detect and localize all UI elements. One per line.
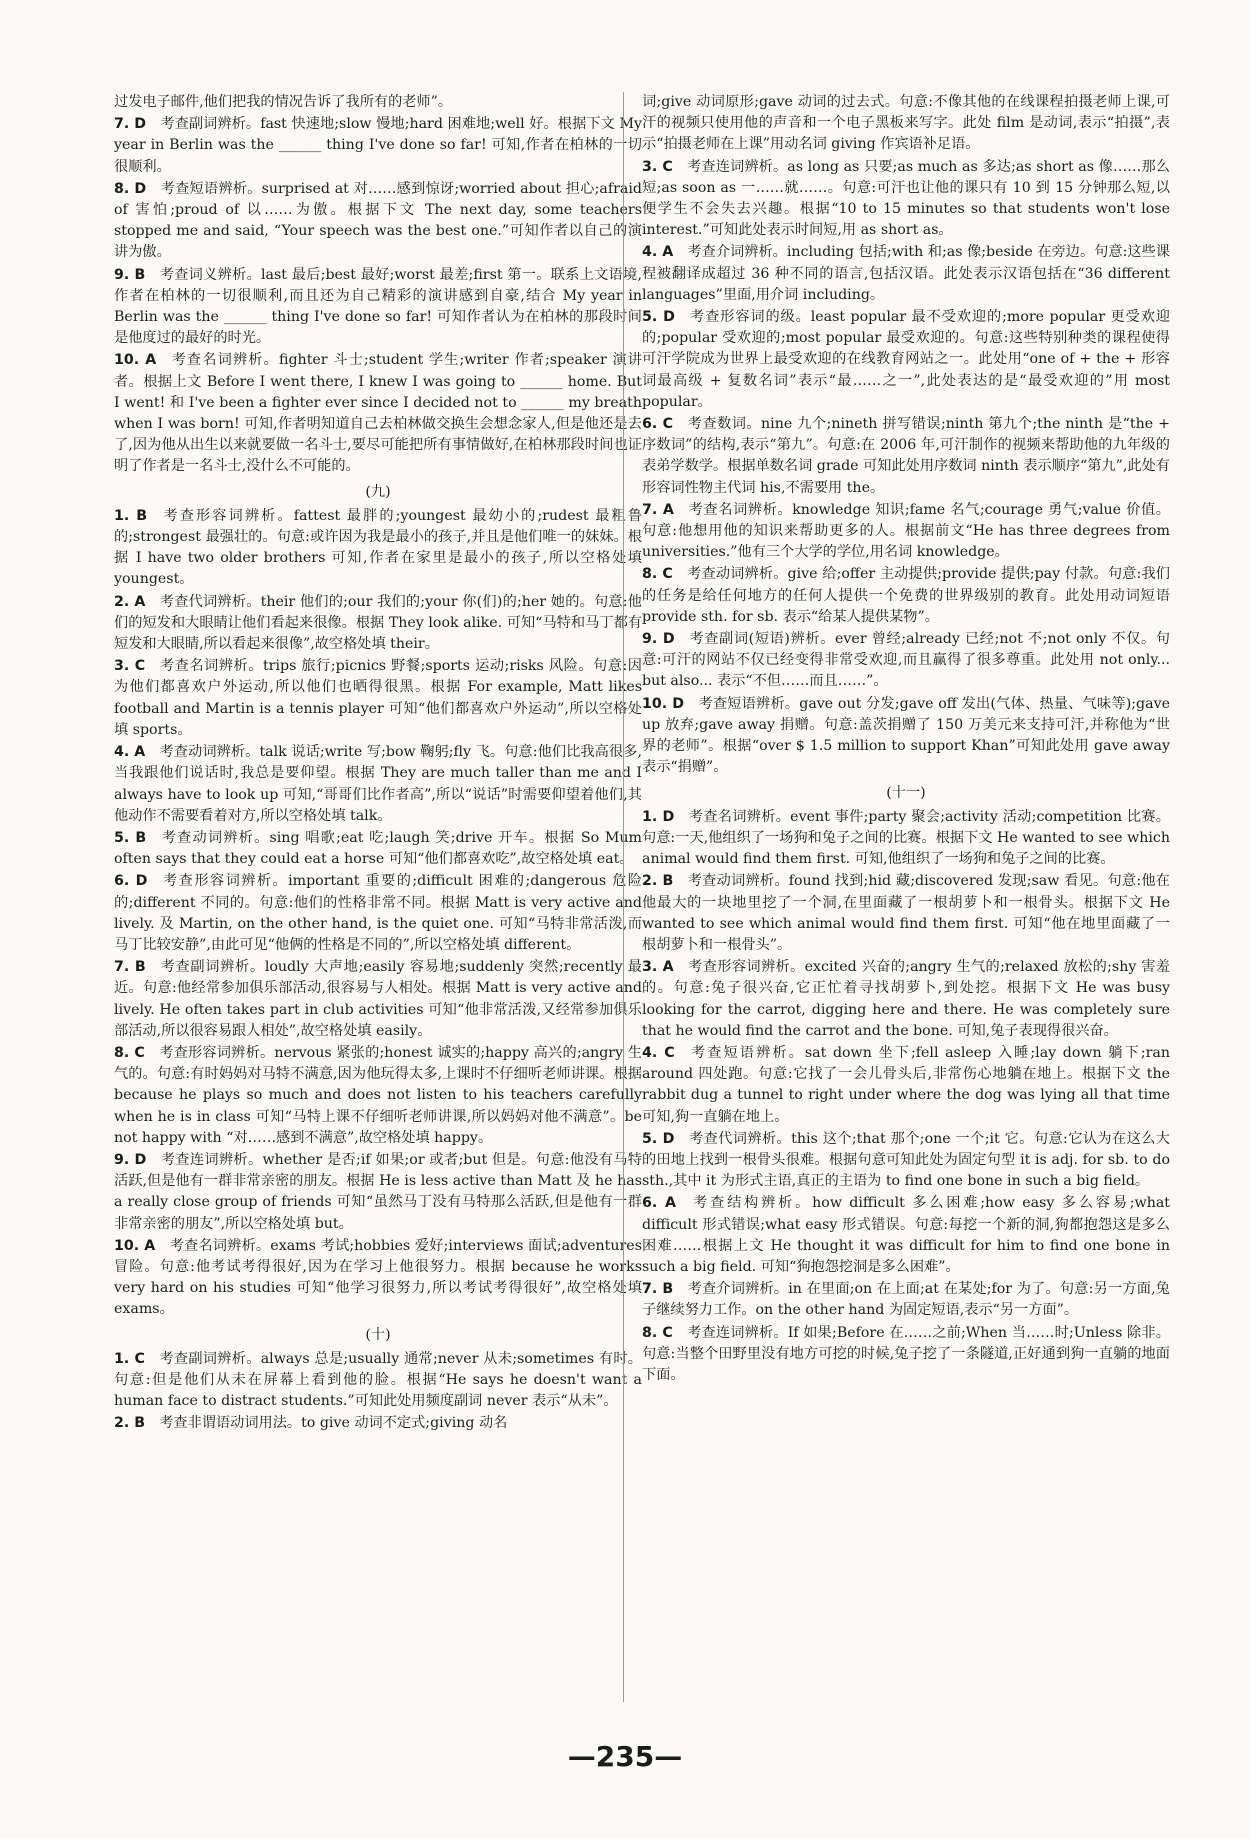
answer-explanation: 考查形容词辨析。excited 兴奋的;angry 生气的;relaxed 放松的;shy 害羞的。句意:兔子很兴奋,它正忙着寻找胡萝卜,到处挖。根据下文 He was busy looking for the carrot, digging here and there. He was completely sure that he would find the carrot and the bone. 可知,兔子表现得很兴奋。 [642, 959, 1170, 1039]
answer-explanation: 考查副词辨析。always 总是;usually 通常;never 从未;sometimes 有时。句意:但是他们从未在屏幕上看到他的脸。根据“He says he doesn't want a human face to distract students.”可知此处用频度副词 never 表示“从未”。 [114, 1350, 642, 1410]
answer-explanation: 考查动词辨析。give 给;offer 主动提供;provide 提供;pay 付款。句意:我们的任务是给任何地方的任何人提供一个免费的世界级别的教育。此处用动词短语 provide sth. for sb. 表示“给某人提供某物”。 [642, 566, 1170, 625]
answer-list [114, 1349, 642, 1435]
section-heading-11: (十一) [886, 784, 926, 801]
answer-item [114, 1413, 642, 1434]
answer-explanation: 考查短语辨析。gave out 分发;gave off 发出(气体、热量、气味等);gave up 放弃;gave away 捐赠。句意:盖茨捐赠了 150 万美元来支持可汗,并称他为“世界的老师”。根据“over $ 1.5 million to support Khan”可知此处用 gave away 表示“捐赠”。 [642, 695, 1170, 776]
answer-item [114, 1150, 642, 1235]
left-column [114, 92, 642, 1436]
answer-number: 7. A [642, 501, 674, 518]
answer-number: 10. A [114, 352, 157, 369]
answer-number: 10. A [114, 1237, 156, 1254]
answer-number: 3. C [642, 158, 673, 175]
answer-list [642, 157, 1170, 779]
answer-number: 6. D [114, 873, 148, 890]
answer-item [642, 500, 1170, 564]
answer-item [642, 1129, 1170, 1193]
answer-number: 4. A [642, 244, 674, 261]
answer-item [642, 1193, 1170, 1278]
answer-explanation: 考查代词辨析。their 他们的;our 我们的;your 你(们)的;her 她的。句意:他们的短发和大眼睛让他们看起来很像。根据 They look alike. 可知“马特和马丁都有短发和大眼睛,所以看起来很像”,故空格处填 their。 [114, 593, 642, 653]
answer-item [114, 1349, 642, 1413]
answer-explanation: 考查名词辨析。knowledge 知识;fame 名气;courage 勇气;value 价值。句意:他想用他的知识来帮助更多的人。根据前文“He has three degrees from universities.”他有三个大学的学位,用名词 knowledge。 [642, 501, 1170, 561]
answer-item [114, 506, 642, 591]
answer-number: 2. B [114, 1415, 146, 1432]
answer-item [642, 414, 1170, 499]
answer-number: 7. B [114, 959, 146, 976]
answer-number: 3. A [642, 959, 674, 976]
answer-number: 3. C [114, 658, 146, 675]
answer-number: 9. D [642, 631, 675, 648]
answer-number: 2. A [114, 593, 146, 610]
answer-item [114, 957, 642, 1042]
right-column [642, 92, 1170, 1387]
answer-item [642, 694, 1170, 779]
answer-item [114, 742, 642, 827]
answer-explanation: 考查动词辨析。talk 说话;write 写;bow 鞠躬;fly 飞。句意:他们比我高很多,当我跟他们说话时,我总是要仰望。根据 They are much taller than me and I always have to look up 可知,“哥哥们比作者高”,所以“说话”时需要仰望着他们,其他动作不需要看着对方,所以空格处填 talk。 [114, 744, 642, 824]
answer-number: 2. B [642, 873, 674, 890]
continued-text: 词;give 动词原形;gave 动词的过去式。句意:不像其他的在线课程拍摄老师上课,可汗的视频只使用他的声音和一个电子黑板来写字。此处 film 是动词,表示“拍摄”,表示“拍摄老师在上课”用动名词 giving 作宾语补足语。 [642, 94, 1170, 153]
answer-explanation: 考查代词辨析。this 这个;that 那个;one 一个;it 它。句意:它认为在这么大的田地上找到一根骨头很难。根据句意可知此处为固定句型 it is adj. for sb. to do sth.,其中 it 为形式主语,真正的主语为 to find one bone in such a big field。 [642, 1130, 1170, 1190]
answer-number: 10. D [642, 695, 685, 712]
answer-explanation: 考查名词辨析。exams 考试;hobbies 爱好;interviews 面试;adventures 冒险。句意:他考试考得很好,因为在学习上他很努力。根据 because he works very hard on his studies 可知“他学习很努力,所以考试考得很好”,故空格处填 exams。 [114, 1237, 642, 1318]
answer-number: 6. A [642, 1195, 677, 1212]
answer-number: 1. D [642, 808, 675, 825]
answer-number: 8. C [642, 566, 673, 583]
page-number: —235— [567, 1740, 683, 1773]
answer-explanation: 考查名词辨析。event 事件;party 聚会;activity 活动;competition 比赛。句意:一天,他组织了一场狗和兔子之间的比赛。根据下文 He wanted to see which animal would find them first. 可知,他组织了一场狗和兔子之间的比赛。 [642, 808, 1170, 868]
answer-explanation: 考查名词辨析。fighter 斗士;student 学生;writer 作者;speaker 演讲者。根据上文 Before I went there, I knew I was going to ______ home. But I went! 和 I've been a fighter ever since I decided not to ______ my breath when I was born! 可知,作者明知道自己去柏林做交换生会想念家人,但是他还是去了,因为他从出生以来就要做一名斗士,要尽可能把所有事情做好,在柏林那段时间也证明了作者是一名斗士,没什么不可能的。 [114, 352, 642, 475]
answer-explanation: 考查词义辨析。last 最后;best 最好;worst 最差;first 第一。联系上文语境,作者在柏林的一切很顺利,而且还为自己精彩的演讲感到自豪,结合 My year in Berlin was the ______ thing I've done so far! 可知作者认为在柏林的那段时间是他度过的最好的时光。 [114, 266, 642, 347]
answer-item [114, 1043, 642, 1149]
answer-explanation: 考查数词。nine 九个;nineth 拼写错误;ninth 第九个;the ninth 是“the + 序数词”的结构,表示“第九”。句意:在 2006 年,可汗制作的视频来帮助他的九年级的表弟学数学。根据单数名词 grade 可知此处用序数词 ninth 表示顺序“第九”,此处有形容词性物主代词 his,不需要用 the。 [642, 416, 1170, 496]
answer-item [642, 564, 1170, 628]
answer-item [114, 871, 642, 956]
continued-text: 过发电子邮件,他们把我的情况告诉了我所有的老师”。 [114, 94, 453, 110]
answer-explanation: 考查结构辨析。how difficult 多么困难;how easy 多么容易;what difficult 形式错误;what easy 形式错误。句意:每挖一个新的洞,狗都抱怨这是多么困难……根据上文 He thought it was difficult for him to find one bone in such a big field. 可知“狗抱怨挖洞是多么困难”。 [642, 1195, 1170, 1275]
answer-item [114, 1236, 642, 1321]
answer-list [114, 114, 642, 477]
answer-explanation: 考查形容词辨析。fattest 最胖的;youngest 最幼小的;rudest 最粗鲁的;strongest 最强壮的。句意:或许因为我是最小的孩子,并且是他们唯一的妹妹。根据 I have two older brothers 可知,作者在家里是最小的孩子,所以空格处填 youngest。 [114, 507, 642, 588]
answer-number: 1. C [114, 1350, 145, 1367]
answer-explanation: 考查介词辨析。in 在里面;on 在上面;at 在某处;for 为了。句意:另一方面,兔子继续努力工作。on the other hand 为固定短语,表示“另一方面”。 [642, 1281, 1170, 1319]
answer-explanation: 考查连词辨析。If 如果;Before 在……之前;When 当……时;Unless 除非。句意:当整个田野里没有地方可挖的时候,兔子挖了一条隧道,正好通到狗一直躺的地面下面。 [642, 1324, 1170, 1383]
answer-explanation: 考查副词辨析。fast 快速地;slow 慢地;hard 困难地;well 好。根据下文 My year in Berlin was the ______ thing I've done so far! 可知,作者在柏林的一切很顺利。 [114, 116, 642, 175]
answer-explanation: 考查形容词的级。least popular 最不受欢迎的;more popular 更受欢迎的;popular 受欢迎的;most popular 最受欢迎的。句意:这些特别种类的课程使得可汗学院成为世界上最受欢迎的在线教育网站之一。此处用“one of + the + 形容词最高级 + 复数名词”表示“最……之一”,此处表达的是“最受欢迎的”用 most popular。 [642, 309, 1170, 410]
answer-item [642, 871, 1170, 956]
answer-number: 5. D [642, 1130, 675, 1147]
answer-number: 9. D [114, 1151, 147, 1168]
answer-explanation: 考查非谓语动词用法。to give 动词不定式;giving 动名 [159, 1415, 508, 1432]
answer-item [114, 179, 642, 264]
answer-explanation: 考查动词辨析。sing 唱歌;eat 吃;laugh 笑;drive 开车。根据 So Mum often says that they could eat a horse 可知“他们都喜欢吃”,故空格处填 eat。 [114, 829, 642, 868]
answer-item [642, 807, 1170, 871]
answer-item [642, 957, 1170, 1042]
answer-number: 8. C [642, 1324, 673, 1341]
answer-list [642, 807, 1170, 1386]
answer-number: 8. C [114, 1044, 145, 1061]
answer-explanation: 考查形容词辨析。nervous 紧张的;honest 诚实的;happy 高兴的;angry 生气的。句意:有时妈妈对马特不满意,因为他玩得太多,上课时不仔细听老师讲课。根据 because he plays so much and does not listen to his teachers carefully when he is in class 可知“马特上课不仔细听老师讲课,所以妈妈对他不满意”。be not happy with “对……感到不满意”,故空格处填 happy。 [114, 1044, 642, 1146]
answer-explanation: 考查形容词辨析。important 重要的;difficult 困难的;dangerous 危险的;different 不同的。句意:他们的性格非常不同。根据 Matt is very active and lively. 及 Martin, on the other hand, is the quiet one. 可知“马特非常活泼,而马丁比较安静”,由此可见“他俩的性格是不同的”,所以空格处填 different。 [114, 873, 642, 953]
answer-item [642, 157, 1170, 242]
answer-number: 8. D [114, 180, 147, 197]
answer-number: 5. B [114, 829, 147, 846]
answer-item [642, 307, 1170, 413]
answer-number: 9. B [114, 266, 146, 283]
section-heading-10: (十) [365, 1326, 391, 1343]
answer-item [642, 242, 1170, 306]
answer-item [642, 1279, 1170, 1321]
answer-item [114, 656, 642, 741]
answer-explanation: 考查短语辨析。surprised at 对……感到惊讶;worried about 担心;afraid of 害怕;proud of 以……为傲。根据下文 The next day, some teachers stopped me and said, “Your speech was the best one.”可知作者以自己的演讲为傲。 [114, 180, 642, 261]
answer-item [642, 1043, 1170, 1128]
answer-number: 4. C [642, 1044, 675, 1061]
answer-item [114, 592, 642, 656]
answer-explanation: 考查短语辨析。sat down 坐下;fell asleep 入睡;lay down 躺下;ran around 四处跑。句意:它找了一会儿骨头后,非常伤心地躺在地上。根据下文 the rabbit dug a tunnel to right under where the dog was lying all that time 可知,狗一直躺在地上。 [642, 1044, 1170, 1125]
answer-number: 7. B [642, 1281, 674, 1298]
answer-number: 7. D [114, 116, 147, 133]
answer-explanation: 考查连词辨析。whether 是否;if 如果;or 或者;but 但是。句意:他没有马特活跃,但是他有一群非常亲密的朋友。根据 He is less active than Matt 及 he has a really close group of friends 可知“虽然马丁没有马特那么活跃,但是他有一群非常亲密的朋友”,所以空格处填 but。 [114, 1151, 642, 1232]
answer-explanation: 考查动词辨析。found 找到;hid 藏;discovered 发现;saw 看见。句意:他在他最大的一块地里挖了一个洞,在里面藏了一根胡萝卜和一根骨头。根据下文 He wanted to see which animal would find them first. 可知“他在地里面藏了一根胡萝卜和一根骨头”。 [642, 873, 1170, 953]
answer-explanation: 考查副词(短语)辨析。ever 曾经;already 已经;not 不;not only 不仅。句意:可汗的网站不仅已经变得非常受欢迎,而且赢得了很多尊重。此处用 not only... but also... 表示“不但……而且……”。 [642, 631, 1170, 690]
answer-item [642, 629, 1170, 693]
answer-list [114, 506, 642, 1321]
section-heading-9: (九) [365, 483, 391, 500]
answer-item [114, 828, 642, 870]
answer-item [642, 1323, 1170, 1387]
answer-number: 1. B [114, 507, 148, 524]
answer-explanation: 考查介词辨析。including 包括;with 和;as 像;beside 在旁边。句意:这些课程被翻译成超过 36 种不同的语言,包括汉语。此处表示汉语包括在“36 different languages”里面,用介词 including。 [642, 244, 1170, 303]
column-divider [623, 92, 624, 1702]
answer-number: 5. D [642, 309, 675, 326]
answer-number: 6. C [642, 416, 674, 433]
answer-item [114, 114, 642, 178]
answer-item [114, 265, 642, 350]
answer-explanation: 考查连词辨析。as long as 只要;as much as 多达;as short as 像……那么短;as soon as 一……就……。句意:可汗也让他的课只有 10 到 15 分钟那么短,以便学生不会失去兴趣。根据“10 to 15 minutes so that students won't lose interest.”可知此处表示时间短,用 as short as。 [642, 158, 1170, 239]
answer-explanation: 考查名词辨析。trips 旅行;picnics 野餐;sports 运动;risks 风险。句意:因为他们都喜欢户外运动,所以他们也晒得很黑。根据 For example, Matt likes football and Martin is a tennis player 可知“他们都喜欢户外运动”,所以空格处填 sports。 [114, 658, 642, 738]
answer-explanation: 考查副词辨析。loudly 大声地;easily 容易地;suddenly 突然;recently 最近。句意:他经常参加俱乐部活动,很容易与人相处。根据 Matt is very active and lively. He often takes part in club activities 可知“他非常活泼,又经常参加俱乐部活动,所以很容易跟人相处”,故空格处填 easily。 [114, 959, 642, 1039]
answer-number: 4. A [114, 744, 146, 761]
answer-item [114, 350, 642, 477]
